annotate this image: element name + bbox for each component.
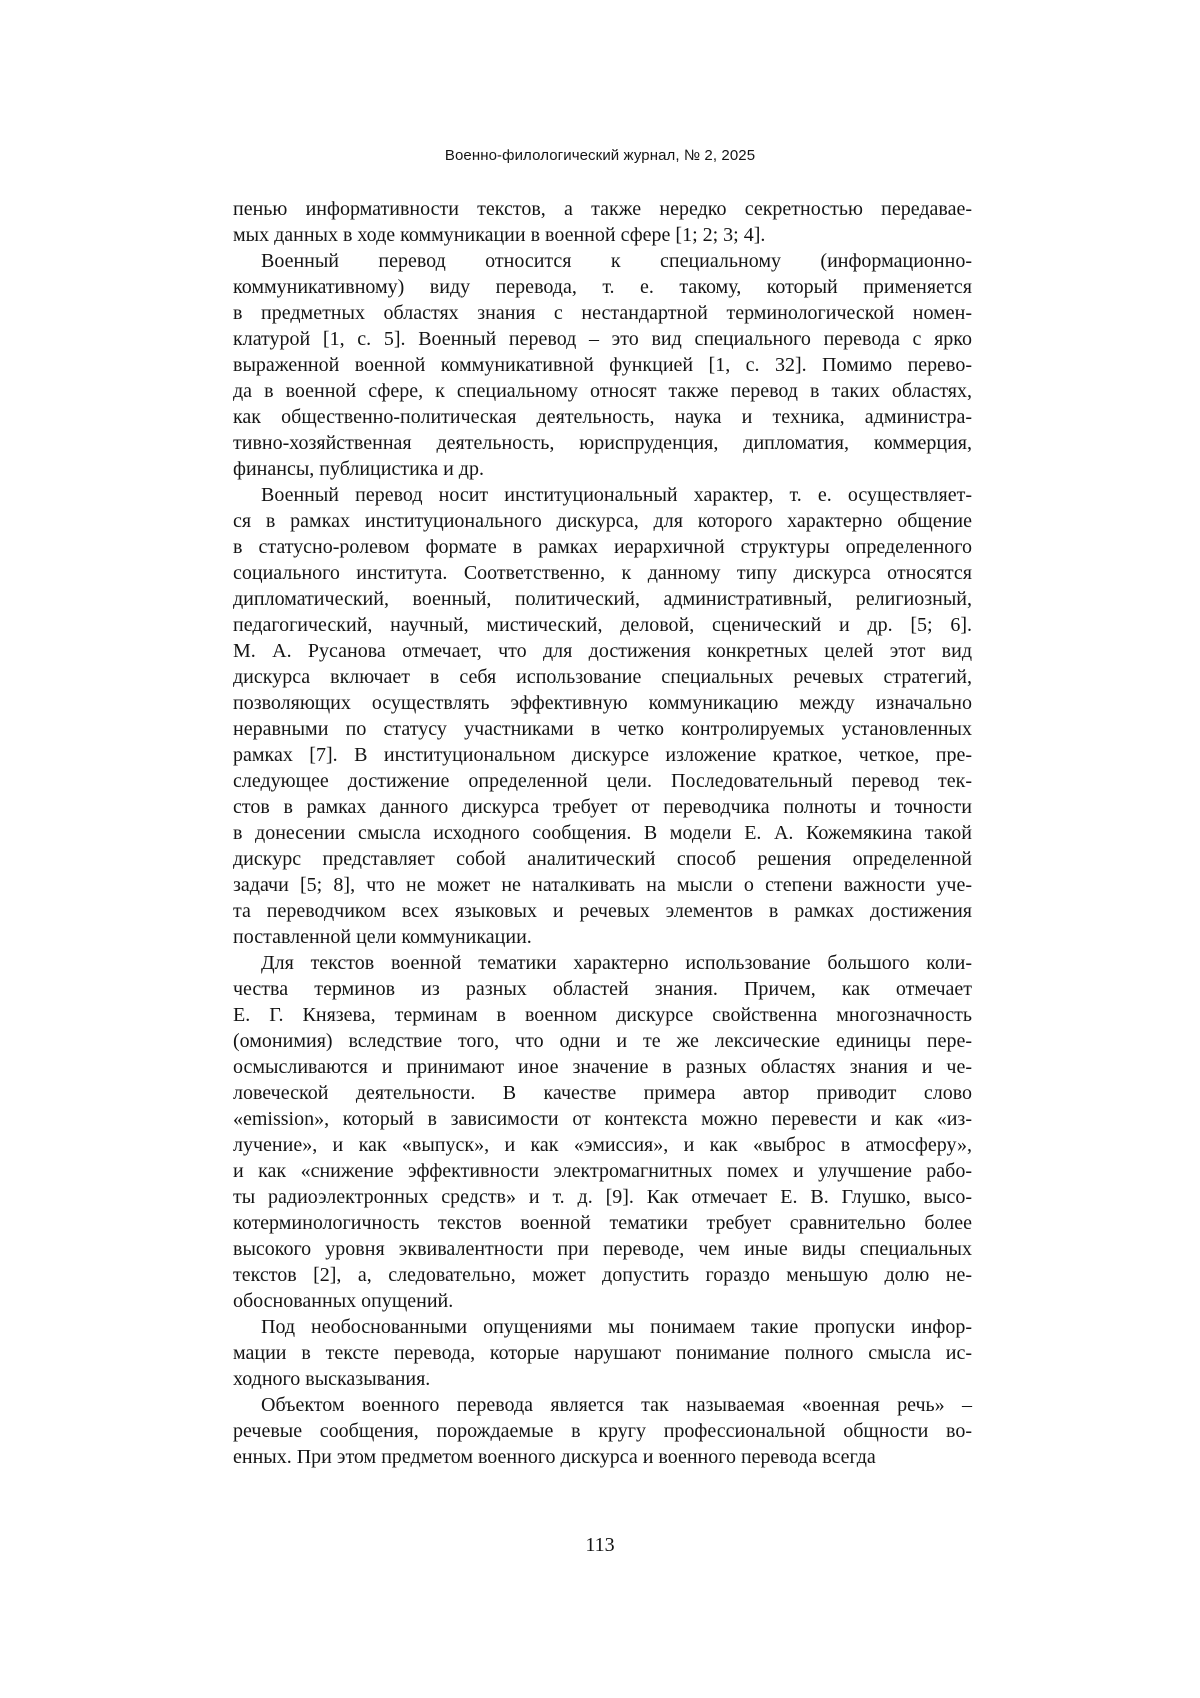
text-line: неравными по статусу участниками в четко контролируемых установленных [233,718,972,740]
text-line: педагогический, научный, мистический, деловой, сценический и др. [5; 6]. [233,614,972,636]
text-line: поставленной цели коммуникации. [233,926,532,948]
text-line: стов в рамках данного дискурса требует от переводчика полноты и точности [233,796,972,818]
text-line: коммуникативному) виду перевода, т. е. такому, который применяется [233,276,972,298]
running-header: Военно-филологический журнал, № 2, 2025 [444,147,756,164]
text-line: социального института. Соответственно, к данному типу дискурса относятся [233,562,972,584]
text-line: «emission», который в зависимости от контекста можно перевести и как «из- [233,1108,972,1130]
text-line: ты радиоэлектронных средств» и т. д. [9]. Как отмечает Е. В. Глушко, высо- [233,1186,972,1208]
text-line: в предметных областях знания с нестандартной терминологической номен- [233,302,972,324]
text-line: мых данных в ходе коммуникации в военной сфере [1; 2; 3; 4]. [233,224,766,246]
text-line: и как «снижение эффективности электромагнитных помех и улучшение рабо- [233,1160,972,1182]
paragraph [233,1392,972,1470]
text-line: мации в тексте перевода, которые нарушают понимание полного смысла ис- [233,1342,972,1364]
paragraph [233,482,972,950]
text-line: Военный перевод носит институциональный характер, т. е. осуществляет- [261,484,972,506]
text-line: да в военной сфере, к специальному относят также перевод в таких областях, [233,380,972,402]
text-line: следующее достижение определенной цели. Последовательный перевод тек- [233,770,972,792]
text-line: выраженной военной коммуникативной функцией [1, с. 32]. Помимо перево- [233,354,972,376]
paragraph [233,248,972,482]
text-line: обоснованных опущений. [233,1290,454,1312]
text-line: М. А. Русанова отмечает, что для достижения конкретных целей этот вид [233,640,972,662]
paragraph [233,950,972,1314]
text-line: (омонимия) вследствие того, что одни и те же лексические единицы пере- [233,1030,972,1052]
text-line: речевые сообщения, порождаемые в кругу профессиональной общности во- [233,1420,972,1442]
text-line: задачи [5; 8], что не может не наталкивать на мысли о степени важности уче- [233,874,972,896]
page-number: 113 [585,1534,615,1556]
text-line: дипломатический, военный, политический, административный, религиозный, [233,588,972,610]
text-line: позволяющих осуществлять эффективную коммуникацию между изначально [233,692,972,714]
text-line: чества терминов из разных областей знания. Причем, как отмечает [233,978,972,1000]
text-line: как общественно-политическая деятельность, наука и техника, администра- [233,406,972,428]
text-line: пенью информативности текстов, а также нередко секретностью передавае- [233,198,972,220]
text-line: котерминологичность текстов военной тематики требует сравнительно более [233,1212,972,1234]
text-line: в статусно-ролевом формате в рамках иерархичной структуры определенного [233,536,972,558]
text-line: Под необоснованными опущениями мы понимаем такие пропуски инфор- [261,1316,972,1338]
text-line: финансы, публицистика и др. [233,458,484,480]
text-line: ходного высказывания. [233,1368,431,1390]
text-line: высокого уровня эквивалентности при переводе, чем иные виды специальных [233,1238,972,1260]
text-line: Для текстов военной тематики характерно использование большого коли- [261,952,972,974]
text-line: в донесении смысла исходного сообщения. В модели Е. А. Кожемякина такой [233,822,972,844]
text-line: осмысливаются и принимают иное значение в разных областях знания и че- [233,1056,972,1078]
text-line: дискурса включает в себя использование специальных речевых стратегий, [233,666,972,688]
text-line: клатурой [1, с. 5]. Военный перевод – это вид специального перевода с ярко [233,328,972,350]
text-line: ся в рамках институционального дискурса, для которого характерно общение [233,510,972,532]
paragraph [233,1314,972,1392]
text-line: рамках [7]. В институциональном дискурсе изложение краткое, четкое, пре- [233,744,972,766]
paragraph [233,196,972,248]
text-line: Е. Г. Князева, терминам в военном дискурсе свойственна многозначность [233,1004,972,1026]
text-line: лучение», и как «выпуск», и как «эмиссия», и как «выброс в атмосферу», [233,1134,972,1156]
text-line: дискурс представляет собой аналитический способ решения определенной [233,848,972,870]
text-line: енных. При этом предметом военного дискурса и военного перевода всегда [233,1446,876,1468]
text-line: Военный перевод относится к специальному (информационно- [261,250,972,272]
text-line: тивно-хозяйственная деятельность, юриспруденция, дипломатия, коммерция, [233,432,972,454]
text-line: текстов [2], а, следовательно, может допустить гораздо меньшую долю не- [233,1264,972,1286]
text-line: ловеческой деятельности. В качестве примера автор приводит слово [233,1082,972,1104]
text-line: Объектом военного перевода является так называемая «военная речь» – [261,1394,972,1416]
text-line: та переводчиком всех языковых и речевых элементов в рамках достижения [233,900,972,922]
body-text [233,196,972,1470]
